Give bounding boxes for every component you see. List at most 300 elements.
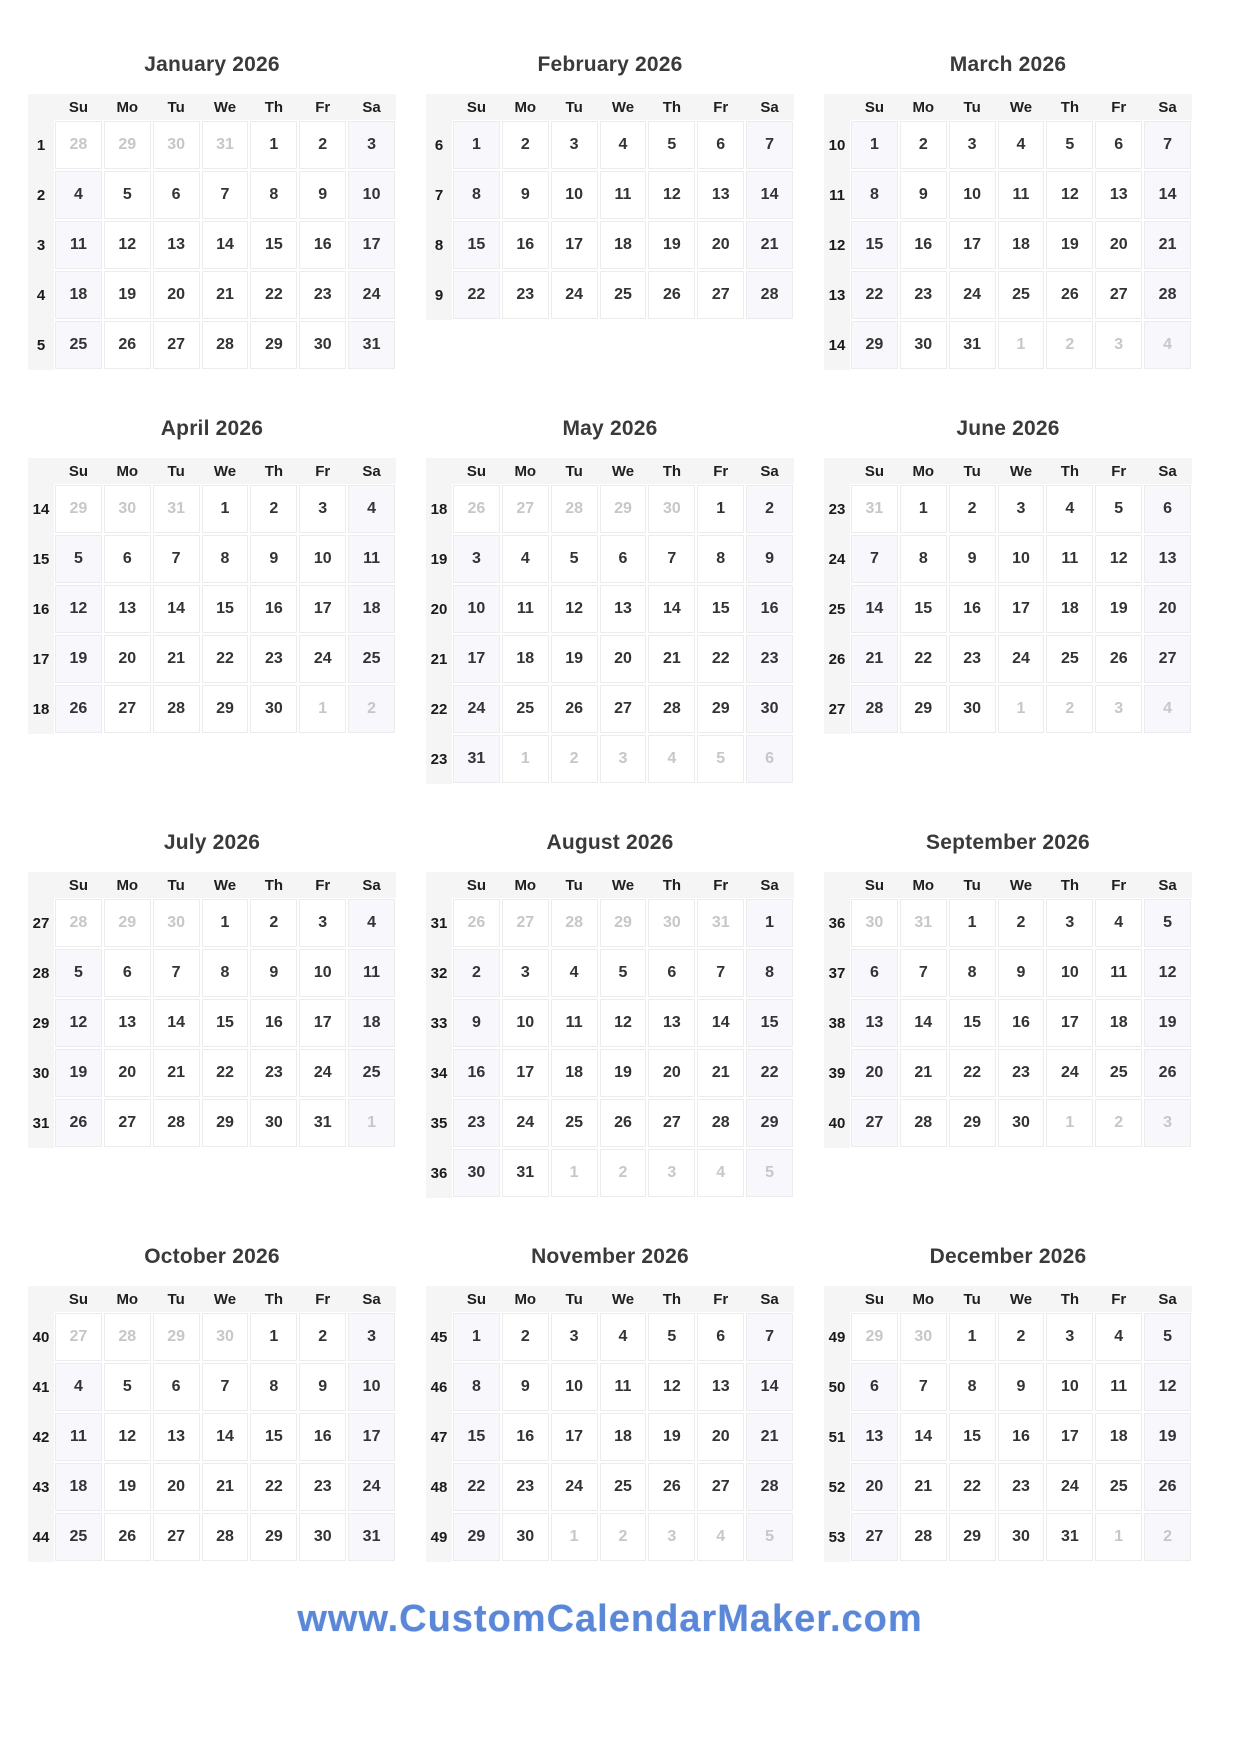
day-cell: 13: [153, 221, 200, 269]
day-of-week-header: Tu: [152, 94, 201, 120]
day-of-week-header: Su: [850, 94, 899, 120]
day-cell: 9: [949, 535, 996, 583]
day-cell: 27: [502, 899, 549, 947]
month-title: June 2026: [956, 417, 1060, 440]
day-cell: 21: [153, 1049, 200, 1097]
day-cell: 22: [453, 1463, 500, 1511]
month-title: July 2026: [163, 831, 261, 854]
day-cell: 3: [502, 949, 549, 997]
day-cell: 10: [348, 171, 395, 219]
day-cell: 29: [453, 1513, 500, 1561]
day-cell: 1: [697, 485, 744, 533]
day-cell: 24: [299, 1049, 346, 1097]
week-number: 33: [426, 998, 452, 1048]
day-cell: 10: [1046, 949, 1093, 997]
day-cell: 10: [502, 999, 549, 1047]
day-cell: 12: [1144, 1363, 1191, 1411]
week-number: 39: [824, 1048, 850, 1098]
week-number: 46: [426, 1362, 452, 1412]
day-of-week-header: We: [201, 458, 250, 484]
day-cell: 20: [104, 1049, 151, 1097]
day-cell: 27: [851, 1099, 898, 1147]
month-grid: [824, 458, 1192, 734]
week-number: 42: [28, 1412, 54, 1462]
day-cell: 29: [202, 685, 249, 733]
day-cell: 11: [600, 171, 647, 219]
day-cell: 22: [949, 1463, 996, 1511]
corner-cell: [426, 872, 452, 898]
day-cell: 20: [153, 1463, 200, 1511]
day-of-week-header: Su: [54, 458, 103, 484]
day-cell: 17: [348, 1413, 395, 1461]
day-of-week-header: Su: [850, 1286, 899, 1312]
day-cell: 14: [153, 999, 200, 1047]
day-of-week-header: Mo: [103, 458, 152, 484]
week-number: 53: [824, 1512, 850, 1562]
day-cell: 2: [746, 485, 793, 533]
day-cell: 13: [600, 585, 647, 633]
day-of-week-header: Fr: [1094, 1286, 1143, 1312]
day-of-week-header: Th: [647, 458, 696, 484]
day-of-week-header: Fr: [696, 872, 745, 898]
day-cell: 23: [453, 1099, 500, 1147]
day-cell: 2: [998, 1313, 1045, 1361]
day-cell: 25: [1095, 1049, 1142, 1097]
day-cell: 31: [949, 321, 996, 369]
day-of-week-header: Th: [647, 94, 696, 120]
week-number: 40: [824, 1098, 850, 1148]
day-of-week-header: Sa: [347, 458, 396, 484]
day-cell: 31: [348, 321, 395, 369]
day-cell: 30: [900, 1313, 947, 1361]
day-cell: 3: [453, 535, 500, 583]
day-cell: 30: [502, 1513, 549, 1561]
day-cell: 1: [851, 121, 898, 169]
day-cell: 26: [600, 1099, 647, 1147]
day-of-week-header: Fr: [696, 458, 745, 484]
day-cell: 17: [949, 221, 996, 269]
day-cell: 21: [648, 635, 695, 683]
day-cell: 11: [55, 1413, 102, 1461]
day-cell: 4: [55, 1363, 102, 1411]
day-of-week-header: Sa: [745, 94, 794, 120]
day-cell: 31: [851, 485, 898, 533]
day-cell: 9: [900, 171, 947, 219]
day-cell: 25: [502, 685, 549, 733]
day-cell: 9: [998, 1363, 1045, 1411]
day-cell: 19: [1144, 1413, 1191, 1461]
day-cell: 6: [104, 949, 151, 997]
week-number: 16: [28, 584, 54, 634]
month-block: [824, 830, 1192, 1148]
day-cell: 27: [104, 685, 151, 733]
day-cell: 6: [697, 121, 744, 169]
day-cell: 6: [153, 1363, 200, 1411]
month-grid: [28, 872, 396, 1148]
day-cell: 15: [202, 585, 249, 633]
day-cell: 2: [900, 121, 947, 169]
day-cell: 21: [746, 221, 793, 269]
day-cell: 13: [697, 1363, 744, 1411]
day-cell: 15: [949, 999, 996, 1047]
day-of-week-header: Tu: [948, 94, 997, 120]
day-cell: 17: [998, 585, 1045, 633]
day-cell: 30: [900, 321, 947, 369]
week-number: 6: [426, 120, 452, 170]
week-number: 5: [28, 320, 54, 370]
day-cell: 4: [348, 485, 395, 533]
day-cell: 11: [348, 535, 395, 583]
day-cell: 10: [299, 949, 346, 997]
day-cell: 27: [502, 485, 549, 533]
day-of-week-header: Sa: [347, 1286, 396, 1312]
day-cell: 4: [1046, 485, 1093, 533]
day-cell: 28: [900, 1513, 947, 1561]
day-of-week-header: We: [599, 94, 648, 120]
day-cell: 1: [202, 485, 249, 533]
day-cell: 21: [900, 1049, 947, 1097]
day-cell: 22: [250, 1463, 297, 1511]
day-cell: 7: [153, 949, 200, 997]
day-of-week-header: Th: [249, 872, 298, 898]
day-of-week-header: Fr: [696, 1286, 745, 1312]
day-cell: 16: [900, 221, 947, 269]
month-block: [28, 416, 396, 734]
day-of-week-header: Mo: [103, 1286, 152, 1312]
day-cell: 11: [1095, 1363, 1142, 1411]
day-cell: 8: [697, 535, 744, 583]
day-cell: 15: [250, 221, 297, 269]
day-cell: 27: [55, 1313, 102, 1361]
day-cell: 5: [1144, 899, 1191, 947]
day-cell: 27: [697, 271, 744, 319]
week-number: 45: [426, 1312, 452, 1362]
day-cell: 28: [55, 121, 102, 169]
day-of-week-header: Th: [647, 1286, 696, 1312]
day-cell: 7: [697, 949, 744, 997]
day-cell: 28: [1144, 271, 1191, 319]
day-cell: 27: [648, 1099, 695, 1147]
week-number: 52: [824, 1462, 850, 1512]
week-number: 11: [824, 170, 850, 220]
week-number: 43: [28, 1462, 54, 1512]
day-cell: 17: [1046, 999, 1093, 1047]
day-of-week-header: Th: [1045, 1286, 1094, 1312]
day-cell: 1: [453, 1313, 500, 1361]
day-cell: 7: [851, 535, 898, 583]
day-cell: 30: [153, 121, 200, 169]
day-cell: 29: [600, 899, 647, 947]
month-grid: [28, 1286, 396, 1562]
day-cell: 6: [851, 1363, 898, 1411]
day-cell: 1: [250, 121, 297, 169]
day-of-week-header: We: [599, 1286, 648, 1312]
week-number: 2: [28, 170, 54, 220]
day-cell: 7: [1144, 121, 1191, 169]
day-cell: 24: [348, 1463, 395, 1511]
day-cell: 30: [998, 1099, 1045, 1147]
day-cell: 7: [202, 171, 249, 219]
day-cell: 31: [299, 1099, 346, 1147]
day-cell: 26: [1046, 271, 1093, 319]
week-number: 25: [824, 584, 850, 634]
day-cell: 21: [202, 271, 249, 319]
week-number: 28: [28, 948, 54, 998]
month-grid: [426, 94, 794, 320]
day-cell: 28: [153, 1099, 200, 1147]
day-cell: 11: [600, 1363, 647, 1411]
day-cell: 30: [153, 899, 200, 947]
day-cell: 2: [998, 899, 1045, 947]
week-number: 18: [28, 684, 54, 734]
week-number: 1: [28, 120, 54, 170]
day-cell: 21: [1144, 221, 1191, 269]
day-cell: 29: [104, 121, 151, 169]
day-of-week-header: Sa: [347, 872, 396, 898]
day-cell: 22: [851, 271, 898, 319]
day-cell: 8: [250, 171, 297, 219]
day-of-week-header: Th: [1045, 94, 1094, 120]
day-cell: 13: [851, 1413, 898, 1461]
day-cell: 22: [453, 271, 500, 319]
day-of-week-header: Fr: [298, 1286, 347, 1312]
day-cell: 16: [949, 585, 996, 633]
month-title: August 2026: [546, 831, 674, 854]
day-of-week-header: Tu: [550, 872, 599, 898]
day-cell: 11: [348, 949, 395, 997]
corner-cell: [28, 458, 54, 484]
day-cell: 24: [551, 1463, 598, 1511]
month-title: May 2026: [562, 417, 658, 440]
day-cell: 18: [55, 271, 102, 319]
day-cell: 20: [648, 1049, 695, 1097]
week-number: 10: [824, 120, 850, 170]
day-cell: 29: [900, 685, 947, 733]
day-cell: 27: [851, 1513, 898, 1561]
day-cell: 20: [697, 221, 744, 269]
day-of-week-header: Su: [850, 458, 899, 484]
month-grid: [824, 872, 1192, 1148]
week-number: 4: [28, 270, 54, 320]
day-cell: 29: [851, 1313, 898, 1361]
day-cell: 27: [1095, 271, 1142, 319]
day-cell: 4: [697, 1149, 744, 1197]
day-cell: 29: [104, 899, 151, 947]
day-cell: 22: [746, 1049, 793, 1097]
week-number: 37: [824, 948, 850, 998]
month-grid: [824, 1286, 1192, 1562]
day-cell: 24: [453, 685, 500, 733]
week-number: 21: [426, 634, 452, 684]
day-cell: 3: [551, 121, 598, 169]
day-cell: 8: [453, 1363, 500, 1411]
day-of-week-header: We: [201, 94, 250, 120]
day-cell: 15: [900, 585, 947, 633]
week-number: 8: [426, 220, 452, 270]
day-cell: 6: [600, 535, 647, 583]
month-title: October 2026: [144, 1245, 280, 1268]
day-cell: 6: [104, 535, 151, 583]
day-cell: 5: [600, 949, 647, 997]
day-of-week-header: Mo: [501, 872, 550, 898]
day-cell: 21: [900, 1463, 947, 1511]
day-of-week-header: Mo: [501, 1286, 550, 1312]
day-cell: 25: [551, 1099, 598, 1147]
day-cell: 6: [648, 949, 695, 997]
day-cell: 4: [55, 171, 102, 219]
day-cell: 18: [502, 635, 549, 683]
day-of-week-header: Fr: [696, 94, 745, 120]
day-cell: 20: [600, 635, 647, 683]
day-cell: 14: [900, 999, 947, 1047]
week-number: 30: [28, 1048, 54, 1098]
day-cell: 26: [1095, 635, 1142, 683]
day-cell: 3: [1046, 1313, 1093, 1361]
day-of-week-header: Su: [452, 94, 501, 120]
month-block: [426, 52, 794, 320]
month-title: April 2026: [160, 417, 264, 440]
day-cell: 1: [998, 321, 1045, 369]
day-cell: 4: [1095, 899, 1142, 947]
day-of-week-header: We: [997, 94, 1046, 120]
day-cell: 24: [998, 635, 1045, 683]
day-cell: 26: [453, 485, 500, 533]
day-cell: 5: [648, 1313, 695, 1361]
day-cell: 27: [153, 321, 200, 369]
day-cell: 23: [502, 1463, 549, 1511]
week-number: 3: [28, 220, 54, 270]
day-cell: 6: [153, 171, 200, 219]
day-of-week-header: Su: [54, 94, 103, 120]
day-cell: 23: [250, 1049, 297, 1097]
week-number: 26: [824, 634, 850, 684]
month-block: [28, 830, 396, 1148]
day-of-week-header: We: [997, 1286, 1046, 1312]
week-number: 14: [824, 320, 850, 370]
week-number: 20: [426, 584, 452, 634]
day-of-week-header: Su: [54, 872, 103, 898]
day-cell: 8: [202, 535, 249, 583]
day-cell: 4: [1144, 321, 1191, 369]
day-cell: 2: [1046, 321, 1093, 369]
day-cell: 14: [202, 1413, 249, 1461]
day-cell: 14: [851, 585, 898, 633]
day-cell: 2: [453, 949, 500, 997]
day-cell: 5: [746, 1149, 793, 1197]
day-cell: 23: [746, 635, 793, 683]
day-cell: 6: [697, 1313, 744, 1361]
day-cell: 18: [348, 585, 395, 633]
day-of-week-header: Th: [249, 1286, 298, 1312]
week-number: 9: [426, 270, 452, 320]
day-cell: 28: [900, 1099, 947, 1147]
corner-cell: [28, 94, 54, 120]
day-cell: 19: [1095, 585, 1142, 633]
day-cell: 14: [746, 1363, 793, 1411]
day-cell: 2: [502, 121, 549, 169]
day-cell: 31: [453, 735, 500, 783]
day-cell: 26: [551, 685, 598, 733]
month-grid: [28, 458, 396, 734]
day-cell: 27: [697, 1463, 744, 1511]
day-cell: 31: [502, 1149, 549, 1197]
day-cell: 13: [153, 1413, 200, 1461]
day-cell: 20: [153, 271, 200, 319]
day-cell: 1: [949, 1313, 996, 1361]
day-of-week-header: Tu: [152, 872, 201, 898]
month-grid: [426, 872, 794, 1198]
day-cell: 19: [551, 635, 598, 683]
day-cell: 28: [697, 1099, 744, 1147]
day-of-week-header: Tu: [948, 872, 997, 898]
day-cell: 14: [648, 585, 695, 633]
month-title: March 2026: [949, 53, 1067, 76]
watermark-link[interactable]: www.CustomCalendarMaker.com: [297, 1598, 923, 1640]
day-cell: 19: [1046, 221, 1093, 269]
week-number: 41: [28, 1362, 54, 1412]
day-cell: 4: [648, 735, 695, 783]
day-cell: 12: [104, 221, 151, 269]
corner-cell: [824, 872, 850, 898]
day-cell: 15: [453, 221, 500, 269]
week-number: 51: [824, 1412, 850, 1462]
week-number: 44: [28, 1512, 54, 1562]
day-of-week-header: Sa: [1143, 458, 1192, 484]
day-of-week-header: Mo: [899, 458, 948, 484]
corner-cell: [824, 458, 850, 484]
day-of-week-header: Sa: [1143, 872, 1192, 898]
day-cell: 30: [299, 1513, 346, 1561]
day-cell: 24: [949, 271, 996, 319]
day-cell: 28: [746, 1463, 793, 1511]
day-cell: 20: [104, 635, 151, 683]
day-cell: 4: [1144, 685, 1191, 733]
week-number: 50: [824, 1362, 850, 1412]
day-of-week-header: Tu: [550, 458, 599, 484]
day-cell: 28: [153, 685, 200, 733]
day-cell: 10: [1046, 1363, 1093, 1411]
day-cell: 29: [55, 485, 102, 533]
week-number: 34: [426, 1048, 452, 1098]
week-number: 36: [426, 1148, 452, 1198]
day-cell: 8: [900, 535, 947, 583]
day-cell: 22: [202, 1049, 249, 1097]
day-cell: 1: [299, 685, 346, 733]
corner-cell: [824, 1286, 850, 1312]
day-of-week-header: We: [599, 872, 648, 898]
day-cell: 21: [153, 635, 200, 683]
corner-cell: [426, 458, 452, 484]
day-cell: 5: [55, 535, 102, 583]
day-cell: 9: [453, 999, 500, 1047]
day-cell: 2: [299, 1313, 346, 1361]
day-cell: 29: [153, 1313, 200, 1361]
day-cell: 8: [949, 1363, 996, 1411]
day-cell: 1: [202, 899, 249, 947]
day-cell: 25: [348, 1049, 395, 1097]
day-cell: 28: [202, 321, 249, 369]
week-number: 7: [426, 170, 452, 220]
day-cell: 7: [746, 121, 793, 169]
day-cell: 5: [104, 1363, 151, 1411]
week-number: 38: [824, 998, 850, 1048]
day-cell: 23: [250, 635, 297, 683]
day-cell: 30: [250, 685, 297, 733]
day-cell: 1: [1095, 1513, 1142, 1561]
day-cell: 7: [746, 1313, 793, 1361]
day-cell: 30: [949, 685, 996, 733]
day-cell: 3: [551, 1313, 598, 1361]
